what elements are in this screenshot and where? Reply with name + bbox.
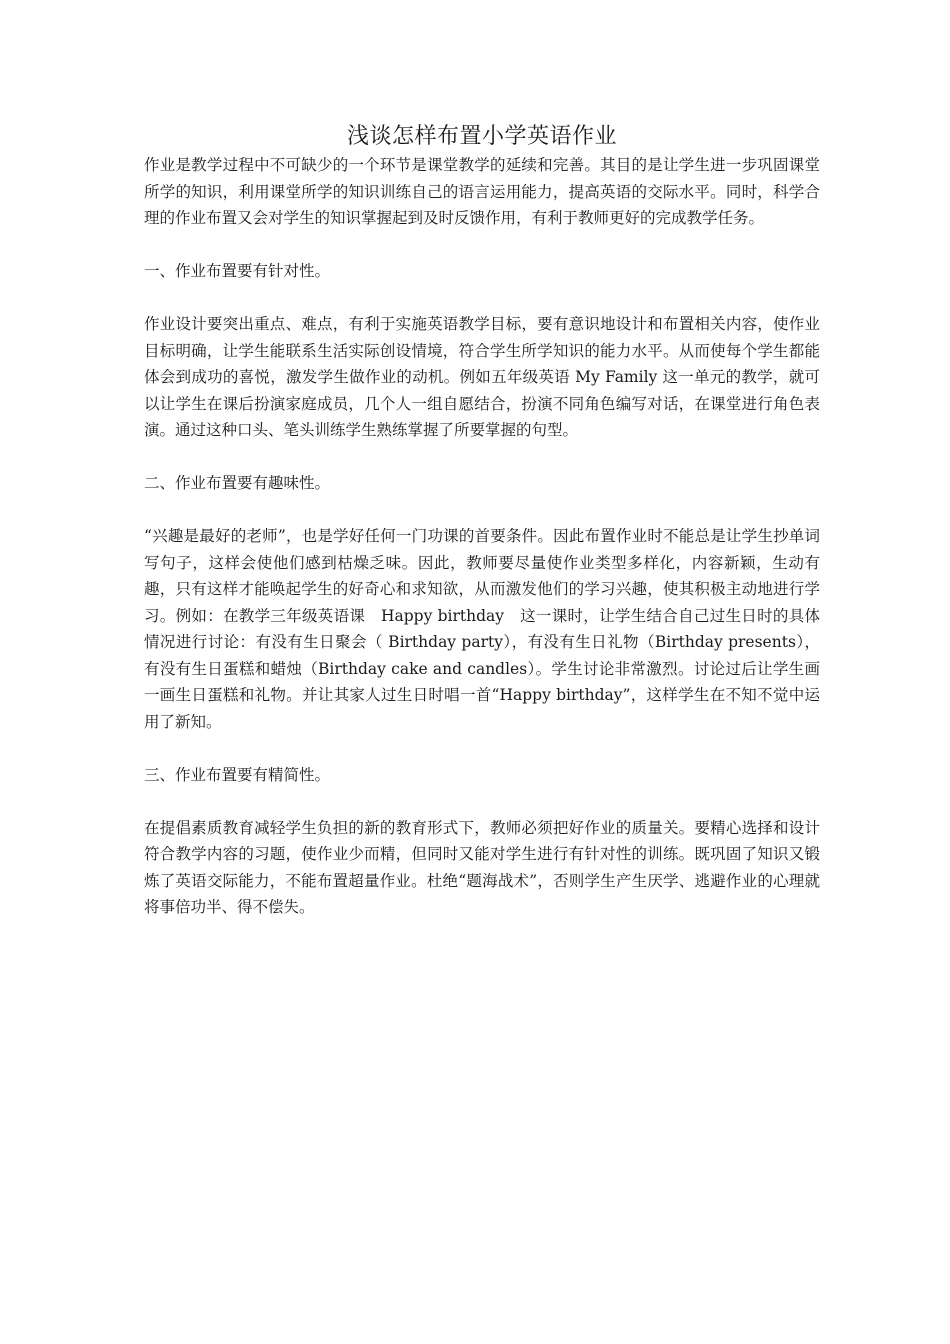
section-2-heading: 二、作业布置要有趣味性。 (144, 474, 331, 492)
section-3-heading: 三、作业布置要有精简性。 (144, 765, 331, 784)
paragraph-spacer (144, 497, 820, 524)
paragraph-spacer (144, 285, 820, 312)
intro-paragraph: 作业是教学过程中不可缺少的一个环节是课堂教学的延续和完善。其目的是让学生进一步巩固课堂所学的知识，利用课堂所学的知识训练自己的语言运用能力，提高英语的交际水平。同时，科学合理的作业布置又会对学生的知识掌握起到及时反馈作用，有利于教师更好的完成教学任务。 (144, 156, 820, 227)
section-3-body: 在提倡素质教育减轻学生负担的新的教育形式下，教师必须把好作业的质量关。要精心选择和设计符合教学内容的习题，使作业少而精，但同时又能对学生进行有针对性的训练。既巩固了知识又锻炼了英语交际能力，不能布置超量作业。杜绝“题海战术”，否则学生产生厌学、逃避作业的心理就将事倍功半、得不偿失。 (144, 818, 820, 916)
section-1-body: 作业设计要突出重点、难点，有利于实施英语教学目标，要有意识地设计和布置相关内容，使作业目标明确，让学生能联系生活实际创设情境，符合学生所学知识的能力水平。从而使每个学生都能体会到成功的喜悦，激发学生做作业的动机。例如五年级英语 My Family 这一单元的教学，就可以让学生在课后扮演家庭成员，几个人一组自愿结合，扮演不同角色编写对话，在课堂进行角色表演。通过这种口头、笔头训练学生熟练掌握了所要掌握的句型。 (144, 315, 820, 439)
document-content (144, 122, 820, 921)
paragraph-spacer (144, 735, 820, 762)
document-title: 浅谈怎样布置小学英语作业 (346, 124, 617, 149)
paragraph-spacer (144, 232, 820, 259)
section-2-body: “兴趣是最好的老师”，也是学好任何一门功课的首要条件。因此布置作业时不能总是让学生抄单词写句子，这样会使他们感到枯燥乏味。因此，教师要尽量使作业类型多样化，内容新颖，生动有趣，只有这样才能唤起学生的好奇心和求知欲，从而激发他们的学习兴趣，使其积极主动地进行学习。例如：在教学三年级英语课 Happy birthday 这一课时，让学生结合自己过生日时的具体情况进行讨论：有没有生日聚会（ Birthday party），有没有生日礼物（Birthday presents），有没有生日蛋糕和蜡烛（Birthday cake and candles）。学生讨论非常激烈。讨论过后让学生画一画生日蛋糕和礼物。并让其家人过生日时唱一首“Happy birthday”，这样学生在不知不觉中运用了新知。 (144, 527, 820, 731)
section-1-heading: 一、作业布置要有针对性。 (144, 262, 331, 280)
paragraph-spacer (144, 444, 820, 471)
paragraph-spacer (144, 788, 820, 815)
